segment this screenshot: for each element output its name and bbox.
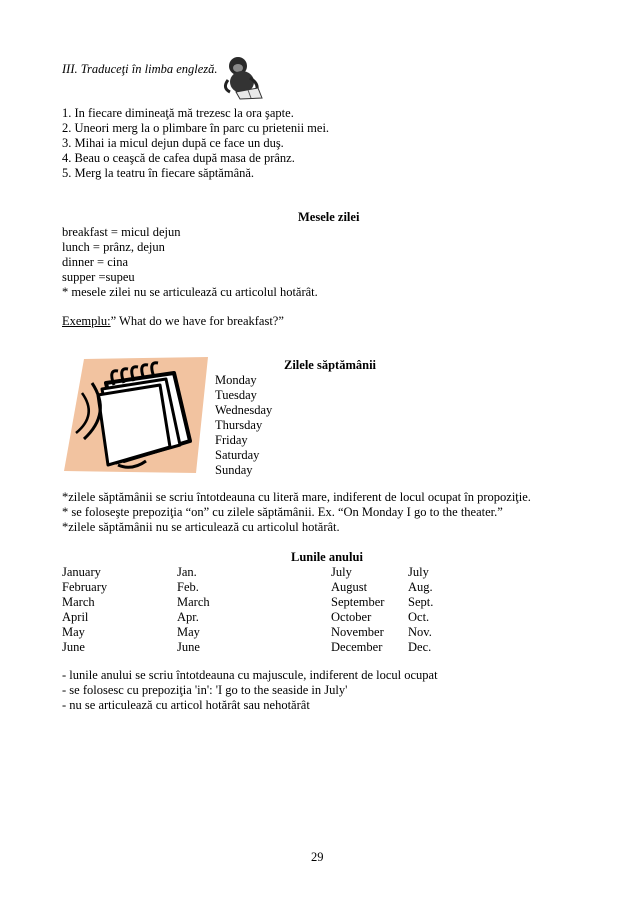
month-abbr: Nov. <box>408 625 432 639</box>
meal-item-dinner: dinner = cina <box>62 255 129 269</box>
sentence-1: 1. In fiecare dimineaţă mă trezesc la ora şapte. <box>62 106 294 120</box>
month-abbr: Oct. <box>408 610 430 624</box>
meal-item-breakfast: breakfast = micul dejun <box>62 225 181 239</box>
day-tuesday: Tuesday <box>215 388 257 402</box>
section-heading: III. Traduceţi în limba engleză. <box>62 62 218 76</box>
meals-note: * mesele zilei nu se articulează cu articolul hotărât. <box>62 285 318 299</box>
example-line <box>62 314 284 329</box>
months-note-1: - lunile anului se scriu întotdeauna cu majuscule, indiferent de locul ocupat <box>62 668 438 682</box>
page-number: 29 <box>311 850 324 864</box>
day-saturday: Saturday <box>215 448 260 462</box>
month-abbr: June <box>177 640 200 654</box>
reading-monkey-icon <box>220 52 266 100</box>
month-full: September <box>331 595 385 609</box>
month-full: March <box>62 595 95 609</box>
meal-item-supper: supper =supeu <box>62 270 135 284</box>
day-thursday: Thursday <box>215 418 263 432</box>
example-label: Exemplu: <box>62 314 111 328</box>
month-full: April <box>62 610 89 624</box>
day-wednesday: Wednesday <box>215 403 273 417</box>
month-abbr: Dec. <box>408 640 432 654</box>
sentence-5: 5. Merg la teatru în fiecare săptămână. <box>62 166 255 180</box>
sentence-4: 4. Beau o ceaşcă de cafea după masa de prânz. <box>62 151 295 165</box>
month-full: May <box>62 625 85 639</box>
month-abbr: Sept. <box>408 595 434 609</box>
calendar-notepad-icon <box>62 353 210 481</box>
month-full: October <box>331 610 372 624</box>
week-note-3: *zilele săptămânii nu se articulează cu articolul hotărât. <box>62 520 340 534</box>
month-full: November <box>331 625 384 639</box>
months-note-2: - se folosesc cu prepoziţia 'in': 'I go to the seaside in July' <box>62 683 348 697</box>
sentence-3: 3. Mihai ia micul dejun după ce face un duş. <box>62 136 284 150</box>
week-title: Zilele săptămânii <box>284 358 377 372</box>
month-abbr: May <box>177 625 200 639</box>
month-abbr: Apr. <box>177 610 199 624</box>
sentence-2: 2. Uneori merg la o plimbare în parc cu prietenii mei. <box>62 121 330 135</box>
week-note-2: * se foloseşte prepoziţia “on” cu zilele săptămânii. Ex. “On Monday I go to the theater.” <box>62 505 503 519</box>
months-title: Lunile anului <box>291 550 363 564</box>
month-abbr: Aug. <box>408 580 433 594</box>
day-monday: Monday <box>215 373 257 387</box>
day-sunday: Sunday <box>215 463 253 477</box>
day-friday: Friday <box>215 433 248 447</box>
month-abbr: Feb. <box>177 580 199 594</box>
month-full: February <box>62 580 108 594</box>
meals-title: Mesele zilei <box>298 210 360 224</box>
month-full: August <box>331 580 368 594</box>
months-note-3: - nu se articulează cu articol hotărât sau nehotărât <box>62 698 310 712</box>
week-note-1: *zilele săptămânii se scriu întotdeauna cu literă mare, indiferent de locul ocupat în propoziţie. <box>62 490 531 504</box>
month-abbr: March <box>177 595 210 609</box>
example-text: ” What do we have for breakfast?” <box>110 314 284 328</box>
month-full: December <box>331 640 383 654</box>
month-full: June <box>62 640 85 654</box>
meal-item-lunch: lunch = prânz, dejun <box>62 240 165 254</box>
month-abbr: Jan. <box>177 565 197 579</box>
month-full: July <box>331 565 352 579</box>
month-abbr: July <box>408 565 429 579</box>
month-full: January <box>62 565 101 579</box>
